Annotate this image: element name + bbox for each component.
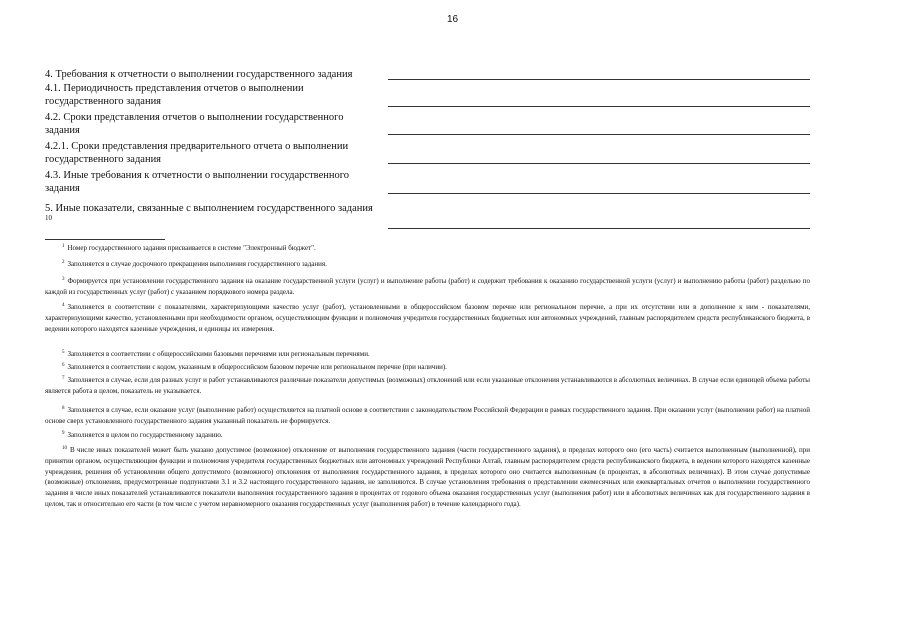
footnote-7: $^7$ Заполняется в случае, если для разных услуг и работ устанавливаются различные показатели допустимых (возможных) отклонений или если указанные отклонения устанавливаются в абсолютных величинах. В случае если единицей объема работы является работа в целом, показатель не указывается. [45,376,810,395]
footnote-2: $^2$ Заполняется в случае досрочного прекращения выполнения государственного задания. [62,260,327,268]
answer-line-4 [388,79,810,80]
answer-line-4-3 [388,193,810,194]
answer-line-4-1 [388,106,810,107]
footnote-9: $^9$ Заполняется в целом по государственному заданию. [62,431,223,439]
page-number: 16 [446,14,459,25]
footnote-6: $^6$ Заполняется в соответствии с кодом, указанным в общероссийском базовом перечне или региональном перечне (при наличии). [62,363,447,371]
footnote-ref-10: 10 [45,214,52,222]
footnote-10: $^{10}$ В числе иных показателей может быть указано допустимое (возможное) отклонение от выполнения государственного задания (части государственного задания), в пределах которого оно (его часть) считается выполненным (выполненной), при принятии органом, осуществляющим функции и полномочия учредителя государственных бюджетных или автономных учреждений Республики Алтай, главным распорядителем средств республиканского бюджета, в ведении которого находятся казенные учреждения, решения об установлении общего допустимого (возможного) отклонения от выполнения государственного задания, в пределах которого оно считается выполненным (в процентах, в абсолютных величинах). В этом случае допустимые (возможные) отклонения, предусмотренные подпунктами 3.1 и 3.2 настоящего государственного задания, не заполняются. В случае установления требования о представлении ежемесячных или ежеквартальных отчетов о выполнении государственного задания в числе иных показателей устанавливаются показатели выполнения государственного задания в процентах от годового объема оказания государственных услуг (выполнения работ) или в абсолютных величинах как для государственного задания в целом, так и относительно его части (в том числе с учетом неравномерного оказания государственных услуг (выполнения работ) в течение календарного года). [45,446,810,508]
footnote-3: $^3$ Формируется при установлении государственного задания на оказание государственной услуги (услуг) и выполнение работы (работ) и содержит требования к оказанию государственной услуги (услуг) и выполнению работы (работ) раздельно по каждой из государственных услуг (работ) с указанием порядкового номера раздела. [45,277,810,296]
footnote-1: $^1$ Номер государственного задания присваивается в системе "Электронный бюджет". [62,244,316,252]
answer-line-5 [388,228,810,229]
footnote-5: $^5$ Заполняется в соответствии с общероссийскими базовыми перечнями или региональным перечнями. [62,350,370,358]
answer-line-4-2 [388,134,810,135]
requirement-4-1-label: 4.1. Периодичность представления отчетов о выполнении государственного задания [45,83,304,107]
requirement-4-2-label: 4.2. Сроки представления отчетов о выполнении государственного задания [45,112,344,136]
requirement-4-label: 4. Требования к отчетности о выполнении государственного задания [45,69,353,80]
footnote-8: $^8$ Заполняется в случае, если оказание услуг (выполнение работ) осуществляется на платной основе в соответствии с законодательством Российской Федерации в рамках государственного задания. При оказании услуг (выполнении работ) на платной основе сверх установленного государственного задания указанный показатель не формируется. [45,406,810,425]
requirement-5-label: 5. Иные показатели, связанные с выполнением государственного задания $^{10}$ [45,203,373,222]
footnote-separator [45,239,165,240]
requirement-4-2-1-label: 4.2.1. Сроки представления предварительного отчета о выполнении государственного задания [45,141,349,165]
answer-line-4-2-1 [388,163,810,164]
requirement-4-3-label: 4.3. Иные требования к отчетности о выполнении государственного задания [45,170,350,194]
footnote-4: $^4$ Заполняется в соответствии с показателями, характеризующими качество услуг (работ), установленными в общероссийском базовом перечне или региональном перечне, а при их отсутствии или в дополнение к ним - показателями, характеризующими качество, установленными при необходимости органом, осуществляющим функции и полномочия учредителя государственных бюджетных или автономных учреждений, главным распорядителем средств республиканского бюджета, в ведении которого находятся казенные учреждения, и единицы их измерения. [45,303,810,333]
